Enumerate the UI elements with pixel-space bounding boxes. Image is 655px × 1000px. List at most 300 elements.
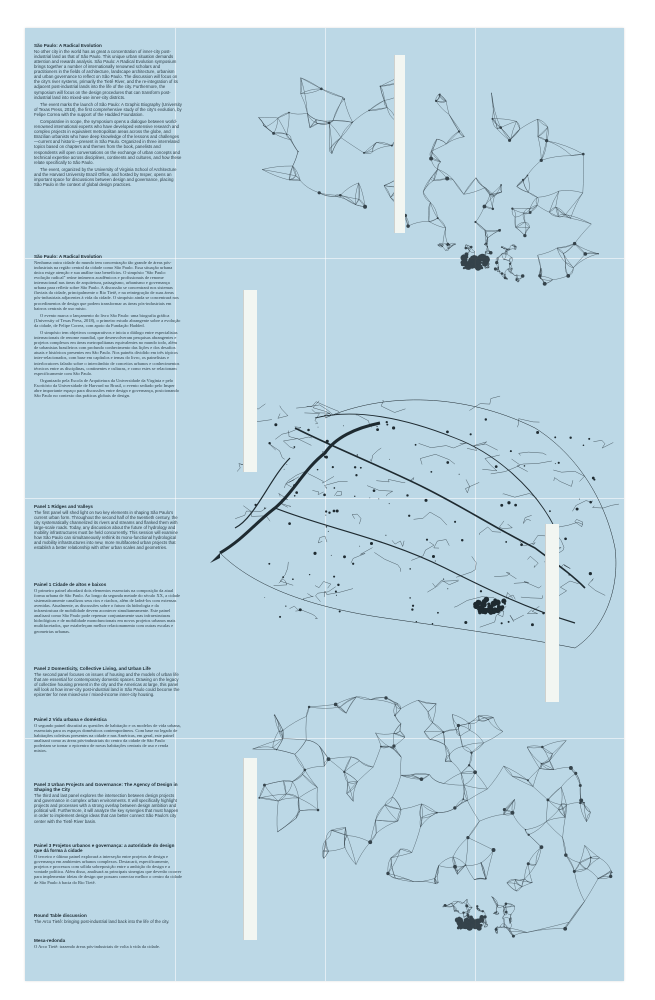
map-line (367, 486, 393, 497)
city-dot (461, 255, 467, 261)
city-dot (293, 484, 296, 487)
section-title: Painel 1 Cidade de altos e baixos (34, 582, 107, 587)
city-dot (385, 535, 386, 536)
city-dot (420, 777, 424, 781)
city-dot (282, 576, 284, 578)
city-dot (503, 808, 506, 811)
city-dot (467, 261, 471, 265)
city-dot (476, 604, 478, 606)
section-paragraph: O primeiro painel abordará dois elementos essenciais na composição da atual forma urbana de São Paulo. Ao longo da segunda metade do século XX, a cidade sistematicamente canalizou seus rios e riachos, além de ladeá-los com extensas avenidas. Atualmente, as discussões sobre o futuro da hidrologia e da infraestrutura de mobilidade devem acontecer simultaneamente. Este painel analisará como São Paulo pode repensar conjuntamente suas infraestruturas hidrológicas e de mobilidade monofuncionais em novos projetos urbanos mais multifacetados, que estabeleçam melhor relacionamento com outras escalas e geometrias urbanas. (34, 587, 180, 634)
map-line (469, 396, 500, 410)
city-dot (476, 905, 478, 907)
city-dot (470, 752, 472, 754)
city-dot (555, 463, 556, 464)
city-dot (569, 437, 571, 439)
city-dot (589, 501, 592, 504)
map-line (280, 562, 293, 585)
city-dot (527, 174, 529, 176)
city-dot (471, 263, 474, 266)
poster-slot (243, 290, 257, 472)
map-line (514, 582, 541, 589)
city-dot (268, 442, 270, 444)
city-dot (459, 474, 460, 475)
city-dot (436, 812, 438, 814)
city-dot (462, 911, 464, 913)
city-dot (501, 272, 504, 275)
city-dot (582, 153, 585, 156)
city-dot (377, 426, 378, 427)
map-line (376, 479, 405, 482)
city-dot (336, 595, 337, 596)
map-line (381, 400, 405, 412)
city-dot (457, 724, 460, 727)
map-line (278, 406, 288, 419)
city-dot (409, 597, 411, 599)
section-roundtable-en (34, 913, 182, 926)
city-dot (546, 798, 549, 801)
city-dot (351, 122, 352, 123)
map-line (517, 419, 539, 428)
city-dot (597, 253, 598, 254)
city-dot (497, 262, 498, 263)
city-dot (406, 224, 409, 227)
section-panel-2-en (34, 666, 182, 699)
city-dot (505, 541, 507, 543)
city-dot (380, 86, 381, 87)
city-dot (485, 242, 487, 244)
city-dot (501, 622, 503, 624)
city-dot (549, 510, 551, 512)
city-dot (288, 522, 291, 525)
city-dot (564, 853, 567, 856)
city-dot (288, 112, 290, 114)
city-dot (470, 924, 475, 929)
city-dot (465, 247, 468, 250)
city-dot (326, 526, 327, 527)
city-dot (510, 811, 514, 815)
city-dot (406, 494, 408, 496)
city-dot (279, 616, 281, 618)
city-dot (359, 546, 360, 547)
section-roundtable-pt (34, 938, 182, 951)
city-dot (337, 584, 339, 586)
city-dot (563, 927, 567, 931)
section-paragraph: O segundo painel discutirá as questões de habitação e os modelos de vida urbana, essenciais para os espaços domésticos contemporâneos. Com base no legado de habitações coletivas presentes na cidade e nas Américas, em geral, este painel analisará como as áreas pós-industriais do centro da cidade de São Paulo poderiam se tornar o epicentro de novas habitações centrais de uso e renda mistos. (34, 722, 181, 754)
city-dot (488, 719, 489, 720)
city-dot (285, 605, 286, 606)
city-dot (394, 715, 396, 717)
city-dot (459, 919, 461, 921)
city-dot (343, 425, 344, 426)
city-dot (499, 606, 504, 611)
city-dot (573, 870, 576, 873)
map-line (370, 448, 381, 461)
map-line (352, 514, 361, 524)
section-paragraph: The event, organized by the University of Virginia School of Architecture and the Harvard University Brazil Office, and hosted by Insper, opens an important space for discussions between design and governance, placing São Paulo in the context of global design practices. (34, 166, 177, 188)
city-dot (461, 539, 463, 541)
city-dot (508, 621, 510, 623)
city-dot (323, 494, 326, 497)
section-panel-1-pt (34, 582, 182, 636)
map-line (259, 77, 599, 284)
city-dot (354, 466, 356, 468)
city-dot (528, 834, 530, 836)
city-dot (609, 875, 612, 878)
city-dot (482, 599, 486, 603)
map-line (325, 481, 348, 488)
map-line (312, 409, 330, 415)
section-paragraph: The event marks the launch of São Paulo: A Graphic Biography (University of Texas Press, 2018), the first comprehensive study of the city's evolution, by Felipe Correa with the support of the Hadded Foundation. (34, 101, 182, 117)
city-dot (331, 555, 332, 556)
city-dot (409, 568, 411, 570)
poster-slot (394, 55, 405, 233)
map-line (290, 606, 300, 611)
map-line (308, 474, 334, 484)
section-paragraph: No other city in the world has as great a concentration of inner-city post-industrial land as that of São Paulo. This unique urban situation demands attention and rewards analysis. São Paulo: A Radical Evolution symposium brings together a number of internationally renowned scholars and practitioners in the fields of architecture, landscape architecture, urbanism and urban governance to reflect on São Paulo. The discussion will focus on the city's river systems, primarily the Tietê River, and the re-integration of its adjacent post-industrial lands into the life of the city. Furthermore, the symposium will focus on the design procedures that can transform post-industrial land into mixed-use inner-city districts. (34, 48, 178, 100)
section-panel-2-pt (34, 717, 182, 755)
map-line (588, 579, 605, 596)
city-dot (272, 132, 275, 135)
city-dot (501, 599, 506, 604)
city-dot (471, 260, 473, 262)
city-dot (456, 921, 460, 925)
city-dot (463, 267, 465, 269)
city-dot (411, 608, 413, 610)
city-dot (384, 696, 387, 699)
city-dot (389, 503, 390, 504)
city-dot (313, 552, 316, 555)
city-dot (566, 274, 570, 278)
map-line (392, 540, 404, 546)
city-dot (328, 122, 331, 125)
section-paragraph: Nenhuma outra cidade do mundo tem concentração tão grande de áreas pós-industriais na região central da cidade como São Paulo. Essa situação urbana única exige atenção e sua análise traz benefícios. O simpósio "São Paulo: evolução radical" reúne inúmeros acadêmicos e profissionais de renome internacional nas áreas de arquitetura, paisagismo, urbanismo e governança urbana para refletir sobre São Paulo. A discussão se concentrará nos sistemas fluviais da cidade, principalmente o Rio Tietê, e na reintegração de suas áreas pós-industriais adjacentes à vida da cidade. O simpósio ainda se concentrará nos procedimentos de design que podem transformar as áreas pós-industriais em bairros centrais de uso misto. (34, 259, 179, 311)
map-line (503, 493, 537, 498)
city-dot (263, 784, 266, 787)
city-dot (264, 597, 265, 598)
city-dot (447, 588, 448, 589)
city-dot (495, 465, 498, 468)
city-dot (505, 902, 508, 905)
city-dot (453, 806, 456, 809)
map-line (519, 452, 547, 455)
map-line (593, 440, 613, 448)
city-dot (514, 504, 517, 507)
city-dot (435, 561, 436, 562)
section-panel-3-pt (34, 843, 182, 887)
city-dot (426, 539, 428, 541)
city-dot (461, 922, 467, 928)
city-dot (465, 864, 466, 865)
city-dot (308, 706, 311, 709)
city-dot (480, 924, 483, 927)
section-title: São Paulo: A Radical Evolution (34, 254, 102, 259)
city-dot (454, 521, 456, 523)
city-dot (569, 766, 573, 770)
section-title: Painel 2 Vida urbana e doméstica (34, 717, 107, 722)
map-line (512, 459, 552, 465)
city-dot (525, 829, 526, 830)
city-dot (529, 211, 532, 214)
city-dot (468, 764, 470, 766)
city-dot (543, 282, 547, 286)
city-dot (352, 563, 354, 565)
city-dot (498, 229, 501, 232)
city-dot (415, 444, 417, 446)
city-dot (370, 542, 373, 545)
map-line (295, 428, 585, 588)
map-line (315, 582, 331, 589)
map-line (593, 504, 619, 508)
city-dot (442, 731, 444, 733)
city-dot (416, 621, 417, 622)
city-dot (576, 508, 579, 511)
city-dot (432, 623, 433, 624)
city-dot (489, 251, 493, 255)
city-dot (536, 431, 539, 434)
city-dot (504, 603, 506, 605)
city-dot (368, 840, 372, 844)
city-dot (458, 917, 461, 920)
map-line (456, 556, 476, 577)
map-line (283, 439, 311, 449)
map-line (427, 580, 458, 592)
city-dot (335, 590, 337, 592)
map-line (510, 615, 524, 622)
city-dot (573, 242, 576, 245)
city-dot (386, 872, 389, 875)
city-dot (294, 495, 296, 497)
map-line (414, 512, 447, 525)
city-dot (470, 433, 472, 435)
city-dot (522, 179, 524, 181)
city-dot (309, 574, 310, 575)
city-dot (501, 246, 503, 248)
city-dot (391, 145, 393, 147)
city-dot (588, 438, 590, 440)
map-line (559, 581, 579, 596)
city-dot (437, 612, 439, 614)
city-dot (482, 261, 488, 267)
city-dot (506, 278, 507, 279)
city-dot (590, 857, 592, 859)
city-dot (392, 426, 395, 429)
city-dot (443, 578, 444, 579)
city-dot (523, 234, 526, 237)
city-dot (369, 497, 370, 498)
city-dot (386, 424, 388, 426)
city-dot (458, 130, 460, 132)
city-dot (258, 797, 260, 799)
city-dot (268, 563, 270, 565)
map-line (351, 548, 373, 564)
section-paragraph: O terceiro e último painel explorará a interseção entre projetos de design e governança em ambientes urbanos complexos. Destacará, especificamente, projetos e processos com sólida sobreposição entre a ambição do design e a vontade política. Além disso, analisará as principais sinergias que deverão ocorrer para implementar ideias de design que possam conectar melhor o centro da cidade de São Paulo à bacia do Rio Tietê. (34, 854, 182, 885)
city-dot (473, 770, 477, 774)
section-title: Panel 3 Urban Projects and Governance: The Agency of Design in Shaping the City (34, 782, 178, 793)
city-dot (564, 537, 567, 540)
city-dot (462, 798, 464, 800)
city-dot (480, 862, 481, 863)
city-dot (325, 510, 327, 512)
city-dot (274, 423, 277, 426)
city-dot (515, 279, 517, 281)
map-line (499, 521, 512, 529)
city-dot (295, 491, 298, 494)
city-dot (343, 555, 346, 558)
city-dot (480, 590, 482, 592)
city-dot (333, 510, 336, 513)
city-dot (360, 467, 362, 469)
city-dot (317, 469, 319, 471)
city-dot (568, 574, 569, 575)
city-dot (545, 139, 548, 142)
city-dot (483, 205, 487, 209)
city-dot (510, 450, 512, 452)
city-dot (465, 904, 468, 907)
city-dot (328, 531, 329, 532)
city-dot (299, 608, 302, 611)
city-dot (598, 878, 599, 879)
city-dot (293, 446, 295, 448)
poster-slot (545, 524, 559, 702)
city-dot (508, 139, 511, 142)
city-dot (474, 221, 476, 223)
city-dot (378, 498, 379, 499)
city-dot (298, 478, 301, 481)
city-dot (368, 110, 370, 112)
map-line (304, 413, 319, 424)
city-dot (492, 118, 494, 120)
city-dot (511, 208, 513, 210)
city-dot (297, 151, 298, 152)
city-dot (473, 265, 476, 268)
city-dot (574, 772, 577, 775)
city-dot (355, 474, 357, 476)
city-dot (495, 929, 497, 931)
city-dot (520, 543, 523, 546)
city-dot (500, 184, 502, 186)
city-dot (589, 572, 592, 575)
city-dot (521, 274, 524, 277)
city-dot (318, 191, 321, 194)
city-dot (505, 911, 508, 914)
map-line (494, 572, 516, 578)
city-dot (579, 798, 583, 802)
map-line (303, 594, 313, 601)
city-dot (507, 501, 510, 504)
city-dot (485, 418, 487, 420)
section-paragraph: The second panel focuses on issues of housing and the models of urban life that are essential for contemporary domestic spaces. Drawing on the legacy of collective housing present in the city and the Americas at large, this panel will look at how inner-city post-industrial land in São Paulo could become the epicenter for new mixed-use / mixed-income inner-city housing. (34, 671, 180, 698)
city-dot (317, 809, 320, 812)
city-dot (583, 802, 585, 804)
map-line (281, 504, 291, 508)
map-line (334, 491, 341, 496)
city-dot (527, 779, 529, 781)
city-dot (464, 621, 467, 624)
city-dot (274, 714, 275, 715)
city-dot (593, 479, 595, 481)
map-line (318, 536, 327, 543)
city-dot (333, 576, 335, 578)
city-dot (494, 267, 497, 270)
section-title: Painel 3 Projetos urbanos e governança: a autoridade do design que dá forma à cidade (34, 843, 175, 854)
section-title: Round Table discussion (34, 913, 87, 918)
city-dot (480, 262, 482, 264)
city-dot (466, 836, 469, 839)
city-dot (579, 784, 582, 787)
section-paragraph: Comparative in scope, the symposium opens a dialogue between world-renowned international experts who have developed extensive research and complex projects in equivalent metropolitan areas across the globe, and Brazilian urbanists who have deep knowledge of the lessons and challenges—current and historic—present in São Paulo. Organized in three interrelated topics based on chapters and themes from the book, panelists and respondents will open conversations on the exchange of urban concepts and technical expertise across disciplines, continents and cultures, and how these relate specifically to São Paulo. (34, 119, 182, 165)
city-dot (339, 610, 341, 612)
map-line (420, 454, 455, 464)
city-dot (509, 263, 511, 265)
city-dot (444, 904, 447, 907)
city-dot (527, 862, 530, 865)
city-dot (276, 749, 277, 750)
map-line (434, 540, 450, 549)
city-dot (478, 605, 484, 611)
section-title: Panel 2 Domesticity, Collective Living, and Urban Life (34, 666, 151, 671)
map-line (324, 589, 353, 597)
poster-sheet (25, 28, 624, 981)
city-dot (487, 246, 488, 247)
city-dot (476, 923, 480, 927)
city-dot (392, 744, 395, 747)
city-dot (380, 746, 382, 748)
city-dot (325, 515, 326, 516)
map-line (521, 595, 543, 598)
map-line (253, 697, 613, 936)
city-dot (376, 428, 379, 431)
city-dot (424, 499, 427, 502)
city-dot (538, 274, 541, 277)
map-line (220, 553, 575, 648)
city-dot (465, 265, 470, 270)
city-dot (540, 159, 543, 162)
city-dot (479, 254, 486, 261)
city-dot (499, 126, 502, 129)
section-panel-3-en (34, 782, 182, 826)
city-dot (492, 208, 494, 210)
city-dot (432, 555, 435, 558)
map-line (465, 480, 479, 493)
city-dot (334, 487, 336, 489)
city-dot (284, 469, 285, 470)
city-dot (470, 246, 473, 249)
map-line (575, 519, 583, 527)
city-dot (541, 746, 544, 749)
section-radical-evolution-en (34, 43, 182, 189)
city-dot (579, 499, 580, 500)
map-line (554, 478, 573, 487)
city-dot (327, 757, 331, 761)
city-dot (480, 919, 484, 923)
city-dot (477, 264, 482, 269)
city-dot (482, 910, 484, 912)
city-dot (541, 763, 543, 765)
city-dot (332, 466, 334, 468)
city-dot (447, 244, 449, 246)
section-paragraph: The third and last panel explores the intersection between design projects and governance in complex urban environments. It will specifically highlight projects and processes with a strong overlap between design ambition and political will. Furthermore, it will analyze the key synergies that must happen in order to implement design ideas that can better connect São Paulo's city center with the Tietê River basin. (34, 793, 179, 824)
city-dot (439, 94, 441, 96)
city-dot (334, 703, 338, 707)
section-title: Mesa-redonda (34, 938, 66, 943)
city-dot (558, 462, 560, 464)
section-paragraph: O simpósio tem objetivos comparativos e inicia o diálogo entre especialistas internacionais de renome mundial, que desenvolveram pesquisas abrangentes e projetos complexos em áreas metropolitanas equivalentes no mundo todo, além de urbanistas brasileiros com profundo conhecimento das lições e dos desafios atuais e históricos presentes em São Paulo. Nos painéis dividido em três tópicos inter-relacionados, com base em capítulos e temas do livro, os painelistas e interlocutores falarão sobre o intercâmbio de conceitos urbanos e conhecimentos técnicos entre as disciplinas, continentes e culturas, e como estes se relacionam especificamente com São Paulo. (34, 330, 180, 376)
city-dot (524, 465, 526, 467)
map-line (274, 579, 287, 586)
city-dot (512, 935, 515, 938)
city-dot (457, 927, 460, 930)
city-dot (500, 504, 503, 507)
